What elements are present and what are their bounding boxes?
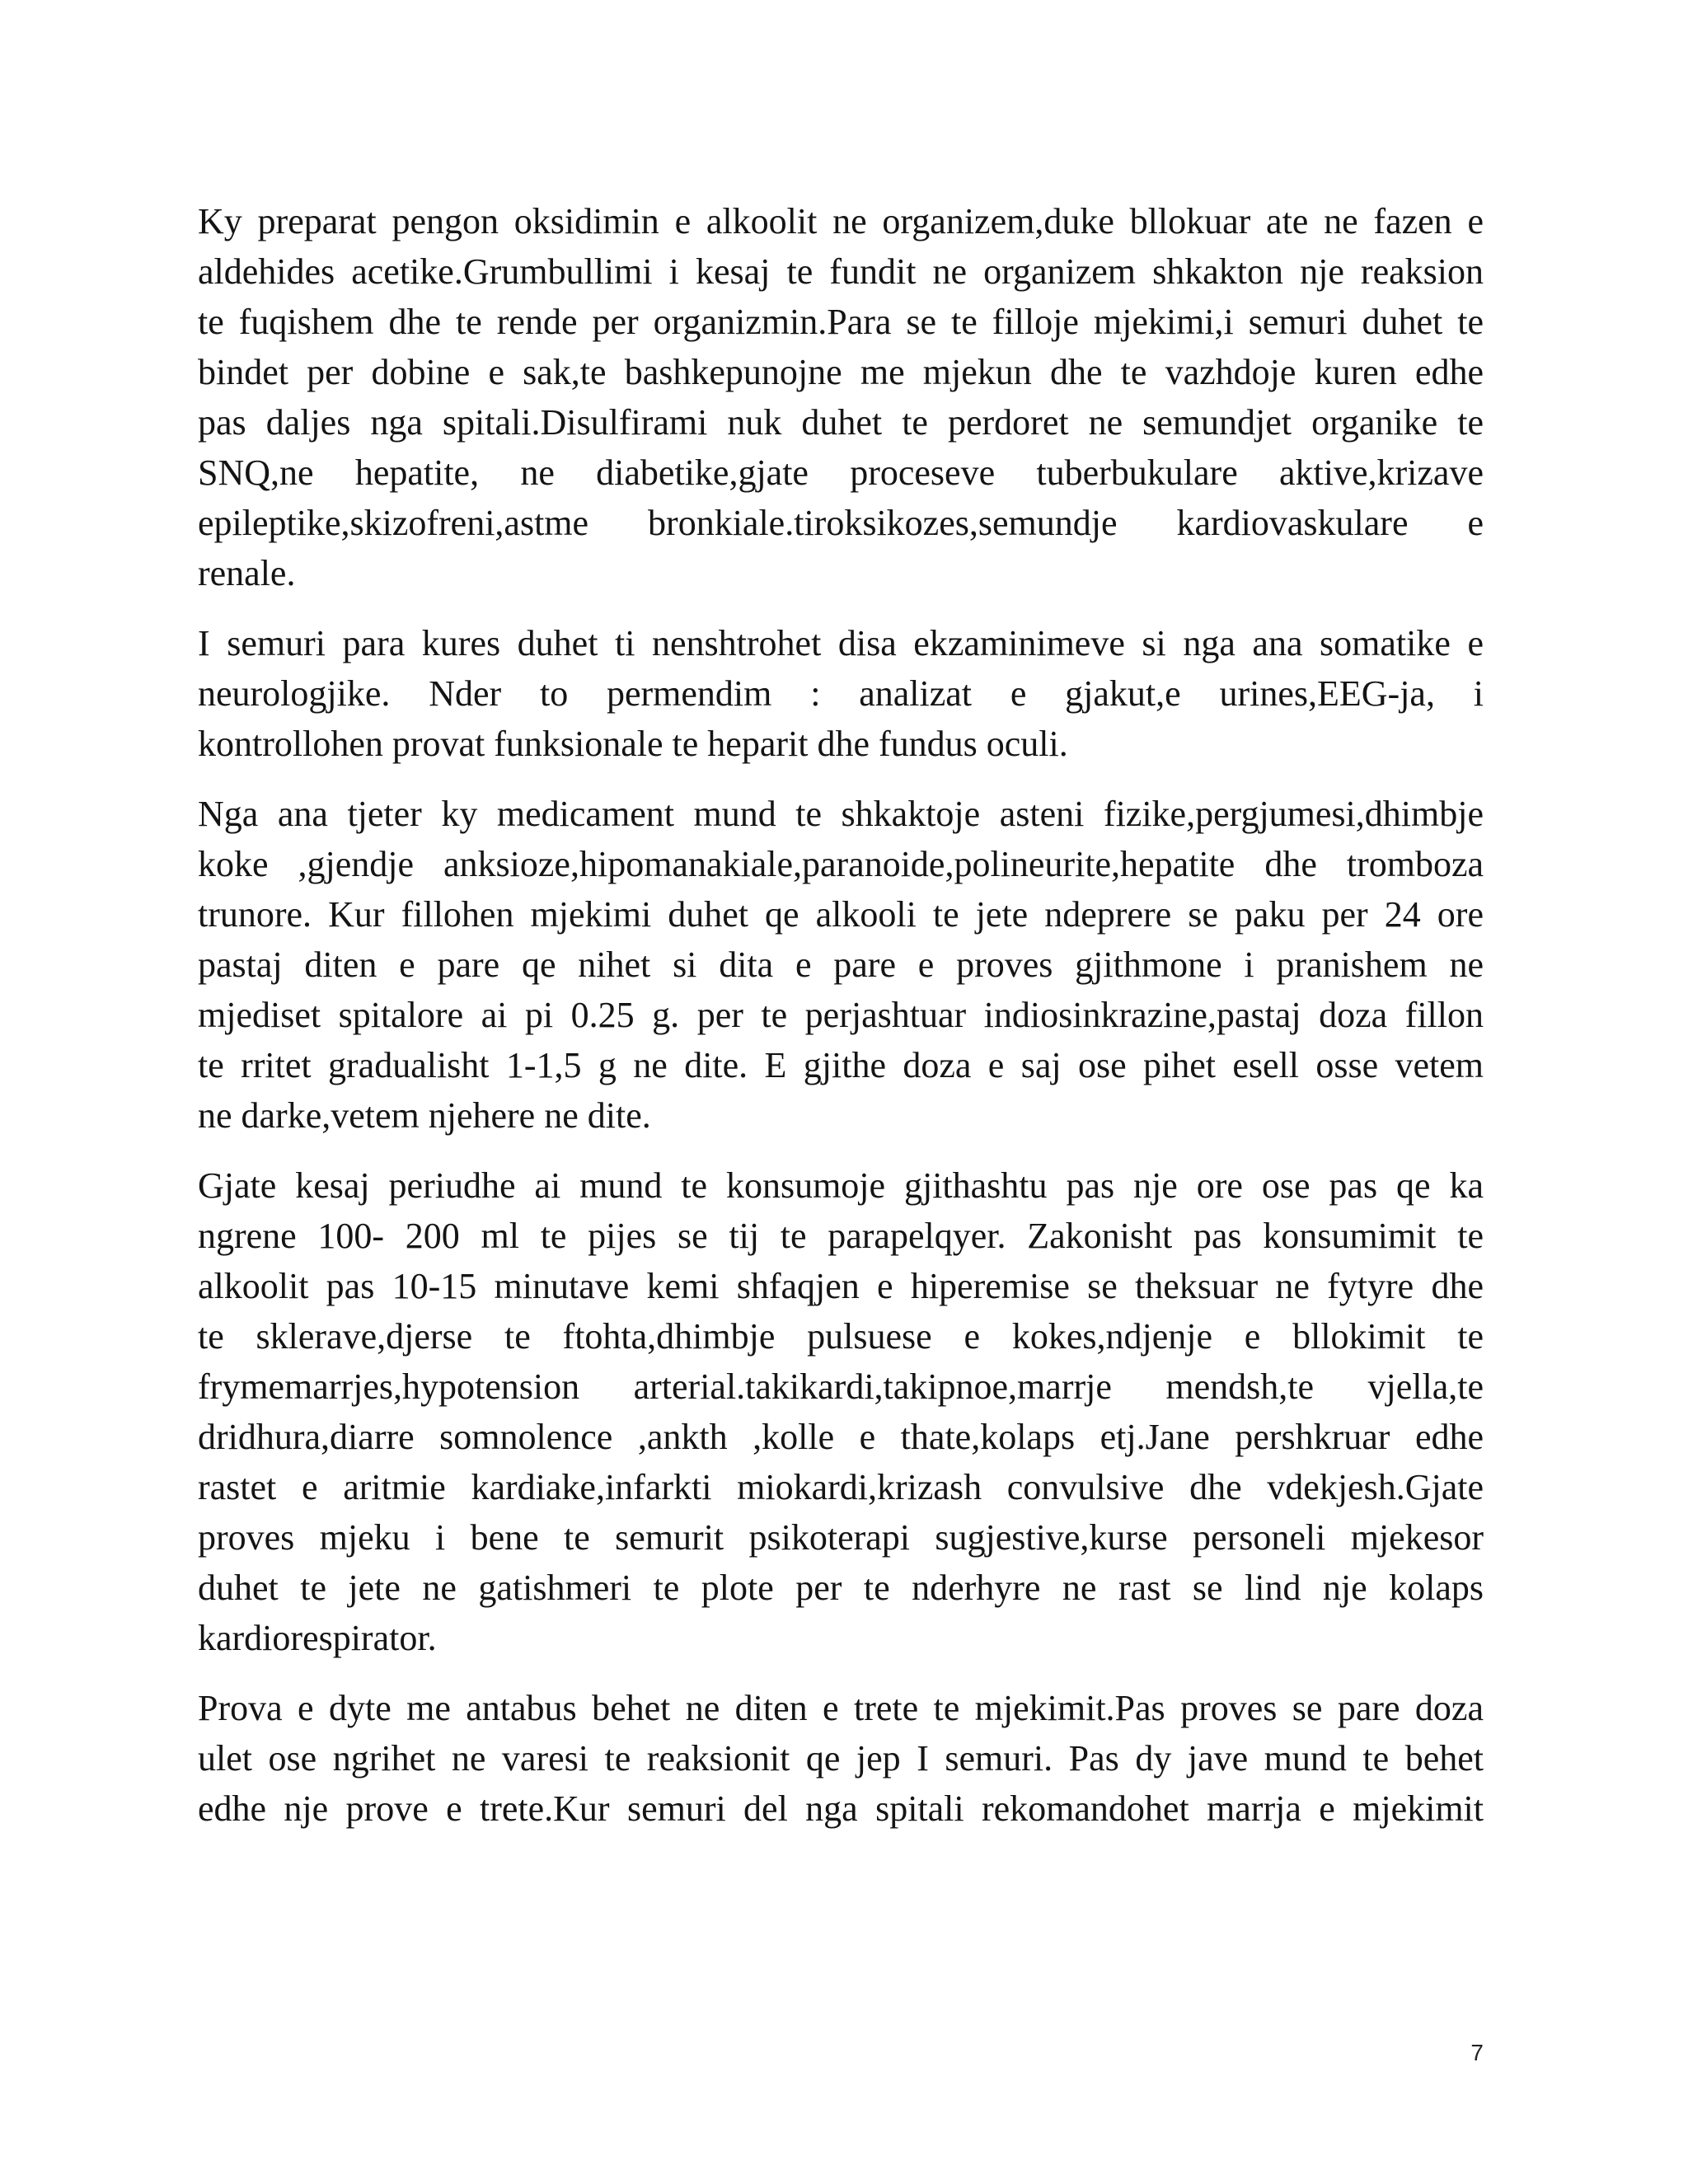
text-line: alkoolit pas 10-15 minutave kemi shfaqjen e hiperemise se theksuar ne fytyre dhe: [198, 1266, 1484, 1306]
text-line: proves mjeku i bene te semurit psikoterapi sugjestive,kurse personeli mjekesor: [198, 1517, 1484, 1558]
paragraph: [198, 618, 1484, 769]
text-line: te fuqishem dhe te rende per organizmin.Para se te filloje mjekimi,i semuri duhet te: [198, 302, 1484, 342]
text-line: ulet ose ngrihet ne varesi te reaksionit qe jep I semuri. Pas dy jave mund te behet: [198, 1738, 1484, 1779]
text-line: koke ,gjendje anksioze,hipomanakiale,paranoide,polineurite,hepatite dhe tromboza: [198, 844, 1484, 884]
text-line: dridhura,diarre somnolence ,ankth ,kolle e thate,kolaps etj.Jane pershkruar edhe: [198, 1417, 1484, 1457]
paragraph: [198, 1683, 1484, 1834]
paragraph: [198, 196, 1484, 598]
text-line: I semuri para kures duhet ti nenshtrohet disa ekzaminimeve si nga ana somatike e: [198, 623, 1484, 663]
text-line: kardiorespirator.: [198, 1618, 437, 1658]
text-line: epileptike,skizofreni,astme bronkiale.tiroksikozes,semundje kardiovaskulare e: [198, 503, 1484, 543]
text-line: pas daljes nga spitali.Disulfirami nuk duhet te perdoret ne semundjet organike te: [198, 402, 1484, 443]
text-line: ne darke,vetem njehere ne dite.: [198, 1095, 651, 1136]
text-line: rastet e aritmie kardiake,infarkti miokardi,krizash convulsive dhe vdekjesh.Gjate: [198, 1467, 1484, 1507]
text-line: ngrene 100- 200 ml te pijes se tij te parapelqyer. Zakonisht pas konsumimit te: [198, 1216, 1484, 1256]
paragraph: [198, 1160, 1484, 1663]
text-line: Ky preparat pengon oksidimin e alkoolit ne organizem,duke bllokuar ate ne fazen e: [198, 201, 1484, 241]
text-line: mjediset spitalore ai pi 0.25 g. per te perjashtuar indiosinkrazine,pastaj doza fillon: [198, 995, 1484, 1035]
text-line: pastaj diten e pare qe nihet si dita e pare e proves gjithmone i pranishem ne: [198, 944, 1484, 985]
text-line: neurologjike. Nder to permendim : analizat e gjakut,e urines,EEG-ja, i: [198, 673, 1484, 714]
text-line: duhet te jete ne gatishmeri te plote per te nderhyre ne rast se lind nje kolaps: [198, 1568, 1484, 1608]
text-line: trunore. Kur fillohen mjekimi duhet qe alkooli te jete ndeprere se paku per 24 ore: [198, 894, 1484, 935]
text-line: edhe nje prove e trete.Kur semuri del nga spitali rekomandohet marrja e mjekimit: [198, 1788, 1484, 1829]
text-line: kontrollohen provat funksionale te heparit dhe fundus oculi.: [198, 724, 1068, 764]
text-line: te sklerave,djerse te ftohta,dhimbje pulsuese e kokes,ndjenje e bllokimit te: [198, 1316, 1484, 1357]
text-line: Prova e dyte me antabus behet ne diten e trete te mjekimit.Pas proves se pare doza: [198, 1688, 1484, 1728]
text-line: te rritet gradualisht 1-1,5 g ne dite. E gjithe doza e saj ose pihet esell osse vetem: [198, 1045, 1484, 1085]
text-line: Nga ana tjeter ky medicament mund te shkaktoje asteni fizike,pergjumesi,dhimbje: [198, 794, 1484, 834]
text-line: renale.: [198, 553, 296, 593]
text-line: SNQ,ne hepatite, ne diabetike,gjate proceseve tuberbukulare aktive,krizave: [198, 452, 1484, 493]
text-line: frymemarrjes,hypotension arterial.takikardi,takipnoe,marrje mendsh,te vjella,te: [198, 1366, 1484, 1407]
page-number: 7: [1470, 2040, 1484, 2065]
text-line: Gjate kesaj periudhe ai mund te konsumoje gjithashtu pas nje ore ose pas qe ka: [198, 1165, 1484, 1206]
text-line: bindet per dobine e sak,te bashkepunojne me mjekun dhe te vazhdoje kuren edhe: [198, 352, 1484, 392]
paragraph: [198, 789, 1484, 1141]
text-line: aldehides acetike.Grumbullimi i kesaj te fundit ne organizem shkakton nje reaksion: [198, 251, 1484, 292]
document-body: [198, 196, 1484, 1854]
